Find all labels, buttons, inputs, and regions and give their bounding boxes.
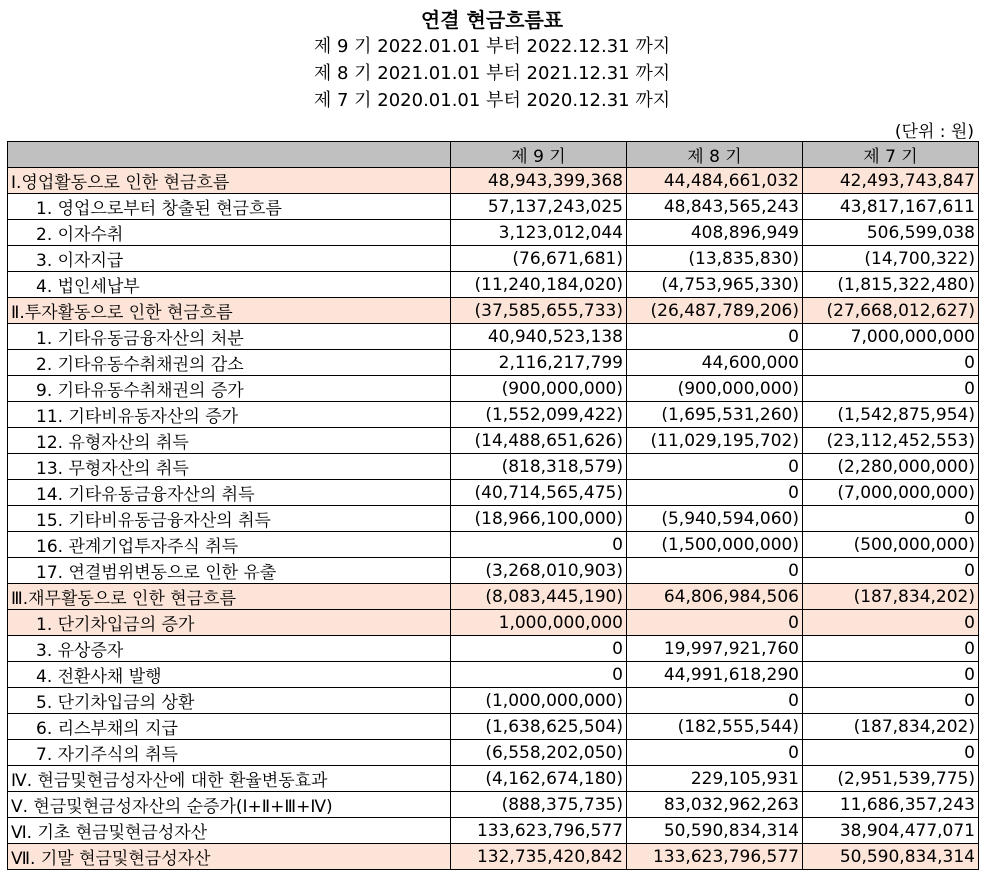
- row-value: 50,590,834,314: [803, 844, 979, 870]
- row-value: (8,083,445,190): [451, 584, 627, 610]
- table-row: [8, 584, 979, 610]
- row-value: 0: [451, 532, 627, 558]
- row-label: Ⅳ. 현금및현금성자산에 대한 환율변동효과: [8, 766, 451, 792]
- header-period-7: 제 7 기: [803, 142, 979, 168]
- row-value: (4,162,674,180): [451, 766, 627, 792]
- row-value: 3,123,012,044: [451, 220, 627, 246]
- row-value: 0: [803, 688, 979, 714]
- header-period-9: 제 9 기: [451, 142, 627, 168]
- row-value: (11,029,195,702): [627, 428, 803, 454]
- row-value: (23,112,452,553): [803, 428, 979, 454]
- row-value: 2,116,217,799: [451, 350, 627, 376]
- row-label: 3. 유상증자: [8, 636, 451, 662]
- row-label: Ⅴ. 현금및현금성자산의 순증가(Ⅰ+Ⅱ+Ⅲ+Ⅳ): [8, 792, 451, 818]
- table-row: [8, 636, 979, 662]
- row-label: 15. 기타비유동금융자산의 취득: [8, 506, 451, 532]
- table-row: [8, 324, 979, 350]
- row-value: (900,000,000): [451, 376, 627, 402]
- row-value: 229,105,931: [627, 766, 803, 792]
- row-label: 7. 자기주식의 취득: [8, 740, 451, 766]
- table-row: [8, 402, 979, 428]
- row-value: 48,943,399,368: [451, 168, 627, 194]
- row-label: Ⅵ. 기초 현금및현금성자산: [8, 818, 451, 844]
- row-value: 0: [803, 506, 979, 532]
- row-value: 50,590,834,314: [627, 818, 803, 844]
- row-label: Ⅰ.영업활동으로 인한 현금흐름: [8, 168, 451, 194]
- row-value: (1,638,625,504): [451, 714, 627, 740]
- period-8: 제 8 기 2021.01.01 부터 2021.12.31 까지: [313, 63, 671, 84]
- row-value: 0: [803, 636, 979, 662]
- row-value: 19,997,921,760: [627, 636, 803, 662]
- row-value: 0: [627, 558, 803, 584]
- period-7: 제 7 기 2020.01.01 부터 2020.12.31 까지: [313, 90, 671, 111]
- row-value: 0: [803, 662, 979, 688]
- table-row: [8, 506, 979, 532]
- row-value: (11,240,184,020): [451, 272, 627, 298]
- row-label: 2. 이자수취: [8, 220, 451, 246]
- table-row: [8, 792, 979, 818]
- row-label: 6. 리스부채의 지급: [8, 714, 451, 740]
- row-value: (1,815,322,480): [803, 272, 979, 298]
- table-row: [8, 246, 979, 272]
- row-label: 1. 기타유동금융자산의 처분: [8, 324, 451, 350]
- row-value: (1,695,531,260): [627, 402, 803, 428]
- row-value: 0: [451, 636, 627, 662]
- table-row: [8, 480, 979, 506]
- table-row: [8, 532, 979, 558]
- row-value: (818,318,579): [451, 454, 627, 480]
- row-value: (76,671,681): [451, 246, 627, 272]
- table-row: [8, 688, 979, 714]
- row-value: (2,951,539,775): [803, 766, 979, 792]
- row-value: (4,753,965,330): [627, 272, 803, 298]
- row-value: 0: [627, 740, 803, 766]
- row-value: (1,500,000,000): [627, 532, 803, 558]
- table-row: [8, 298, 979, 324]
- table-row: [8, 194, 979, 220]
- row-value: (2,280,000,000): [803, 454, 979, 480]
- row-value: (18,966,100,000): [451, 506, 627, 532]
- row-label: Ⅲ.재무활동으로 인한 현금흐름: [8, 584, 451, 610]
- row-value: 0: [803, 376, 979, 402]
- row-label: 4. 전환사채 발행: [8, 662, 451, 688]
- row-label: 11. 기타비유동자산의 증가: [8, 402, 451, 428]
- row-value: (900,000,000): [627, 376, 803, 402]
- row-label: 14. 기타유동금융자산의 취득: [8, 480, 451, 506]
- row-value: (1,000,000,000): [451, 688, 627, 714]
- table-row: [8, 610, 979, 636]
- row-value: 0: [627, 454, 803, 480]
- row-value: 57,137,243,025: [451, 194, 627, 220]
- row-value: 0: [451, 662, 627, 688]
- row-value: 133,623,796,577: [451, 818, 627, 844]
- row-value: (14,488,651,626): [451, 428, 627, 454]
- table-row: [8, 662, 979, 688]
- row-value: (40,714,565,475): [451, 480, 627, 506]
- row-value: (5,940,594,060): [627, 506, 803, 532]
- table-row: [8, 168, 979, 194]
- table-row: [8, 766, 979, 792]
- row-value: (7,000,000,000): [803, 480, 979, 506]
- row-label: Ⅱ.투자활동으로 인한 현금흐름: [8, 298, 451, 324]
- row-value: (182,555,544): [627, 714, 803, 740]
- header-period-8: 제 8 기: [627, 142, 803, 168]
- row-value: 133,623,796,577: [627, 844, 803, 870]
- cash-flow-table: [7, 141, 979, 870]
- table-row: [8, 454, 979, 480]
- header-row: [8, 142, 979, 168]
- row-label: 16. 관계기업투자주식 취득: [8, 532, 451, 558]
- row-value: 408,896,949: [627, 220, 803, 246]
- row-label: 4. 법인세납부: [8, 272, 451, 298]
- row-value: 0: [627, 480, 803, 506]
- unit-label: (단위 : 원): [894, 122, 974, 142]
- row-value: (1,542,875,954): [803, 402, 979, 428]
- table-row: [8, 220, 979, 246]
- table-row: [8, 428, 979, 454]
- table-row: [8, 350, 979, 376]
- period-9: 제 9 기 2022.01.01 부터 2022.12.31 까지: [313, 36, 671, 57]
- table-row: [8, 272, 979, 298]
- row-value: (14,700,322): [803, 246, 979, 272]
- row-label: 13. 무형자산의 취득: [8, 454, 451, 480]
- row-value: 44,600,000: [627, 350, 803, 376]
- row-value: (13,835,830): [627, 246, 803, 272]
- row-label: 17. 연결범위변동으로 인한 유출: [8, 558, 451, 584]
- row-value: 506,599,038: [803, 220, 979, 246]
- table-row: [8, 740, 979, 766]
- row-label: 3. 이자지급: [8, 246, 451, 272]
- row-value: (26,487,789,206): [627, 298, 803, 324]
- table-row: [8, 714, 979, 740]
- row-value: (27,668,012,627): [803, 298, 979, 324]
- row-value: 0: [803, 350, 979, 376]
- row-label: 2. 기타유동수취채권의 감소: [8, 350, 451, 376]
- row-value: 0: [627, 688, 803, 714]
- statement-title: 연결 현금흐름표: [420, 8, 564, 32]
- row-value: (6,558,202,050): [451, 740, 627, 766]
- row-value: 48,843,565,243: [627, 194, 803, 220]
- row-value: (37,585,655,733): [451, 298, 627, 324]
- row-value: 42,493,743,847: [803, 168, 979, 194]
- row-value: 0: [803, 740, 979, 766]
- row-value: (187,834,202): [803, 714, 979, 740]
- row-value: 0: [803, 610, 979, 636]
- row-label: 1. 단기차입금의 증가: [8, 610, 451, 636]
- row-label: 1. 영업으로부터 창출된 현금흐름: [8, 194, 451, 220]
- row-value: (3,268,010,903): [451, 558, 627, 584]
- header-label: [8, 142, 451, 168]
- row-label: 12. 유형자산의 취득: [8, 428, 451, 454]
- row-label: 5. 단기차입금의 상환: [8, 688, 451, 714]
- row-value: 1,000,000,000: [451, 610, 627, 636]
- row-label: 9. 기타유동수취채권의 증가: [8, 376, 451, 402]
- row-value: (888,375,735): [451, 792, 627, 818]
- table-row: [8, 818, 979, 844]
- row-value: 132,735,420,842: [451, 844, 627, 870]
- row-value: (500,000,000): [803, 532, 979, 558]
- row-label: Ⅶ. 기말 현금및현금성자산: [8, 844, 451, 870]
- row-value: 0: [627, 610, 803, 636]
- row-value: 83,032,962,263: [627, 792, 803, 818]
- row-value: 44,991,618,290: [627, 662, 803, 688]
- row-value: 38,904,477,071: [803, 818, 979, 844]
- row-value: 11,686,357,243: [803, 792, 979, 818]
- row-value: 44,484,661,032: [627, 168, 803, 194]
- row-value: 0: [627, 324, 803, 350]
- row-value: (187,834,202): [803, 584, 979, 610]
- table-row: [8, 558, 979, 584]
- row-value: 0: [803, 558, 979, 584]
- row-value: 64,806,984,506: [627, 584, 803, 610]
- row-value: 40,940,523,138: [451, 324, 627, 350]
- table-row: [8, 376, 979, 402]
- table-row: [8, 844, 979, 870]
- row-value: (1,552,099,422): [451, 402, 627, 428]
- row-value: 43,817,167,611: [803, 194, 979, 220]
- row-value: 7,000,000,000: [803, 324, 979, 350]
